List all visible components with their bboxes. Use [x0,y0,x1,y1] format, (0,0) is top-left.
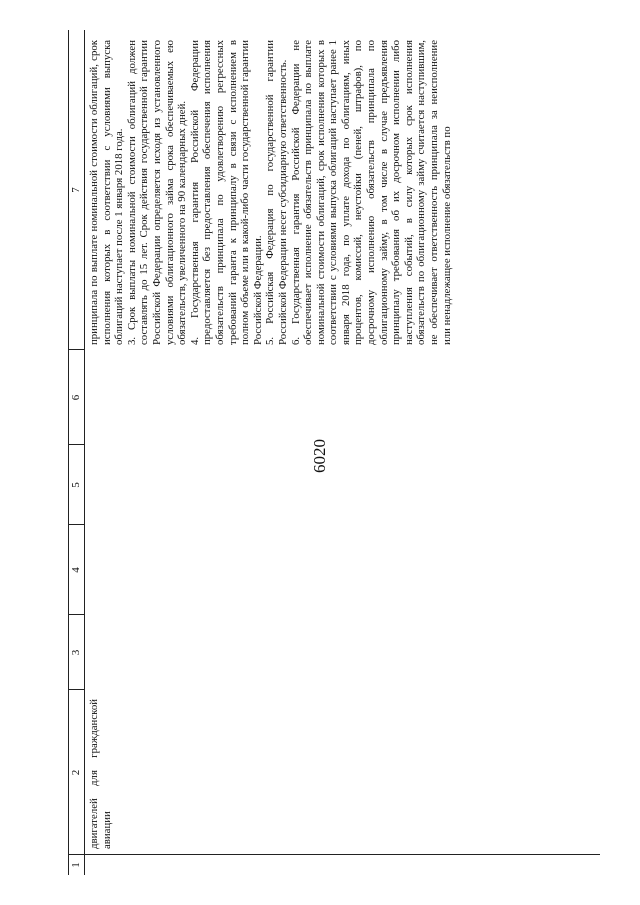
col2-text: двигателей для гражданской авиации [88,699,113,849]
col7-paragraph-5: 6. Государственная гарантия Российской Федерации не обеспечивает исполнение обязательств принципала по выплате номинальной стоимости облигаций, срок исполнения которых в соответствии с условиями выпуска облигаций наступает ранее 1 января 2018 года, по уплате дохода по облигациям, иных процентов, комиссий, неустойки (пеней, штрафов), по досрочному исполнению обязательств принципала по облигационному займу, в том числе в случае предъявления принципалу требования об их досрочном исполнении либо наступления событий, в силу которых срок исполнения обязательств по облигационному займу считается наступившим, не обеспечивает ответственность принципала за неисполнение или ненадлежащее исполнение обязательств по [289,40,453,345]
column-divider [68,524,85,525]
col7-paragraph-3: 4. Государственная гарантия Российской Федерации предоставляется без предоставления обеспечения исполнения обязательств принципала по удовлетворению регрессных требований гаранта к принципалу в связи с исполнением в полном объеме или в какой-либо части государственной гарантии Российской Федерации. [188,40,264,345]
header-col-5: 5 [70,482,82,488]
column-divider [68,444,85,445]
header-col-4: 4 [70,567,82,573]
column-divider [68,349,85,350]
header-col-3: 3 [70,649,82,656]
column-divider [68,614,85,615]
rotated-table [68,30,600,875]
page-number-text: 6020 [310,439,329,473]
header-col-2: 2 [70,769,82,776]
col7-paragraph-2: 3. Срок выплаты номинальной стоимости облигаций должен составлять до 15 лет. Срок действия государственной гарантии Российской Федерации определяется исходя из установленного условиями облигационного займа срока обеспечиваемых ею обязательств, увеличенного на 90 календарных дней. [125,40,189,345]
column-divider [68,689,85,690]
column-divider [68,854,600,855]
col7-paragraph-4: 5. Российская Федерация по государственной гарантии Российской Федерации несет субсидиарную ответственность. [264,40,289,345]
cell-col-7 [88,40,453,345]
table-header-row [68,30,85,875]
table-body [68,30,600,875]
cell-col-2 [88,699,113,849]
header-col-1: 1 [70,862,82,868]
col7-paragraph-1: принципала по выплате номинальной стоимости облигаций, срок исполнения которых в соответствии с условиями выпуска облигаций наступает после 1 января 2018 года. [88,40,126,345]
header-col-7: 7 [70,187,82,193]
header-col-6: 6 [70,394,82,401]
